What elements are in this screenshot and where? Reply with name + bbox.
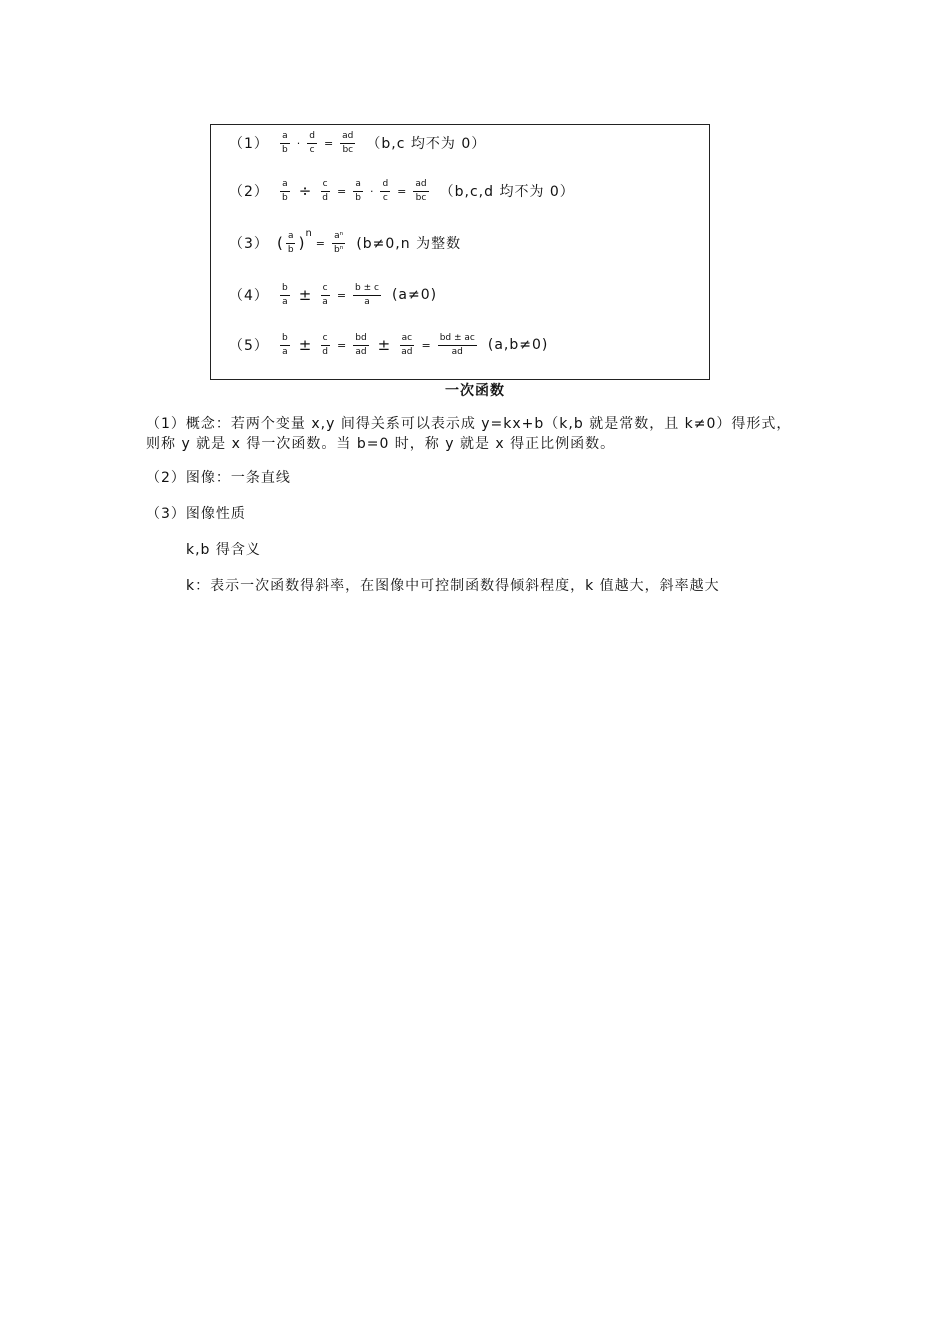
numerator: ad — [340, 131, 355, 144]
formula-row-4 — [229, 277, 437, 313]
numerator: a — [353, 179, 363, 192]
numerator: c — [321, 179, 330, 192]
fraction — [320, 283, 330, 308]
formula-number: （4） — [229, 288, 269, 304]
numerator: ac — [400, 333, 414, 346]
fraction — [353, 179, 363, 204]
fraction — [280, 131, 290, 156]
numerator: bd ± ac — [438, 333, 477, 346]
denominator: a — [282, 346, 288, 357]
denominator: a — [364, 296, 370, 307]
formula-condition: （b,c,d 均不为 0） — [439, 184, 575, 200]
numerator: d — [380, 179, 390, 192]
formula-number: （5） — [229, 338, 269, 354]
numerator: a — [280, 131, 290, 144]
operator: ± — [377, 336, 391, 354]
fraction — [307, 131, 317, 156]
operator: = — [337, 184, 347, 198]
formula-number: （1） — [229, 136, 269, 152]
concept-line-1: （1）概念：若两个变量 x,y 间得关系可以表示成 y=kx+b（k,b 就是常数，且 k≠0）得形式， — [146, 416, 792, 432]
kb-meaning-line: k,b 得含义 — [186, 542, 261, 558]
numerator: aⁿ — [332, 231, 345, 244]
formula-condition: (b≠0,n 为整数 — [356, 236, 462, 252]
formula-number: （2） — [229, 184, 269, 200]
operator: = — [421, 338, 431, 352]
parenthesis: ( — [277, 234, 283, 252]
numerator: ad — [413, 179, 428, 192]
denominator: c — [309, 144, 315, 155]
operator: · — [296, 136, 301, 150]
fraction — [399, 333, 414, 358]
denominator: a — [322, 296, 328, 307]
numerator: b — [280, 283, 290, 296]
operator: = — [315, 236, 325, 250]
numerator: c — [321, 283, 330, 296]
numerator: b — [280, 333, 290, 346]
fraction — [340, 131, 355, 156]
formula-number: （3） — [229, 236, 269, 252]
fraction-formula-box — [210, 124, 710, 380]
fraction — [280, 333, 290, 358]
denominator: d — [322, 346, 329, 357]
fraction — [353, 333, 368, 358]
operator: = — [337, 338, 347, 352]
formula-row-2 — [229, 173, 575, 209]
fraction — [280, 283, 290, 308]
denominator: c — [382, 192, 388, 203]
fraction — [413, 179, 428, 204]
numerator: d — [307, 131, 317, 144]
numerator: a — [280, 179, 290, 192]
operator: ± — [298, 286, 312, 304]
operator: = — [397, 184, 407, 198]
denominator: ad — [355, 346, 367, 357]
denominator: b — [287, 244, 294, 255]
fraction — [320, 333, 330, 358]
formula-row-3 — [229, 225, 461, 261]
operator: ± — [298, 336, 312, 354]
numerator: c — [321, 333, 330, 346]
fraction — [353, 283, 381, 308]
denominator: bⁿ — [334, 244, 344, 255]
numerator: a — [286, 231, 296, 244]
fraction — [320, 179, 330, 204]
numerator: bd — [353, 333, 368, 346]
denominator: b — [355, 192, 361, 203]
formula-row-1 — [229, 125, 486, 161]
section-heading: 一次函数 — [445, 383, 505, 399]
parenthesis: ) — [298, 234, 305, 252]
denominator: bc — [415, 192, 427, 203]
denominator: d — [322, 192, 329, 203]
fraction — [280, 179, 290, 204]
denominator: b — [282, 144, 288, 155]
formula-row-5 — [229, 327, 548, 363]
concept-line-2: 则称 y 就是 x 得一次函数。当 b=0 时，称 y 就是 x 得正比例函数。 — [146, 436, 616, 452]
exponent: n — [305, 227, 312, 239]
operator: ÷ — [298, 182, 312, 200]
fraction — [332, 231, 345, 256]
denominator: a — [282, 296, 288, 307]
denominator: ad — [401, 346, 413, 357]
formula-condition: （b,c 均不为 0） — [366, 136, 487, 152]
denominator: bc — [342, 144, 354, 155]
operator: · — [369, 184, 374, 198]
fraction — [438, 333, 477, 358]
denominator: b — [282, 192, 288, 203]
operator: = — [323, 136, 334, 150]
formula-condition: (a,b≠0) — [487, 337, 549, 353]
fraction — [380, 179, 390, 204]
property-line: （3）图像性质 — [146, 506, 246, 522]
numerator: b ± c — [353, 283, 381, 296]
image-line: （2）图像：一条直线 — [146, 470, 291, 486]
k-description-line: k：表示一次函数得斜率，在图像中可控制函数得倾斜程度，k 值越大，斜率越大 — [186, 578, 720, 594]
formula-condition: (a≠0) — [391, 287, 438, 303]
operator: = — [336, 288, 347, 302]
fraction — [286, 231, 296, 256]
denominator: ad — [451, 346, 463, 357]
